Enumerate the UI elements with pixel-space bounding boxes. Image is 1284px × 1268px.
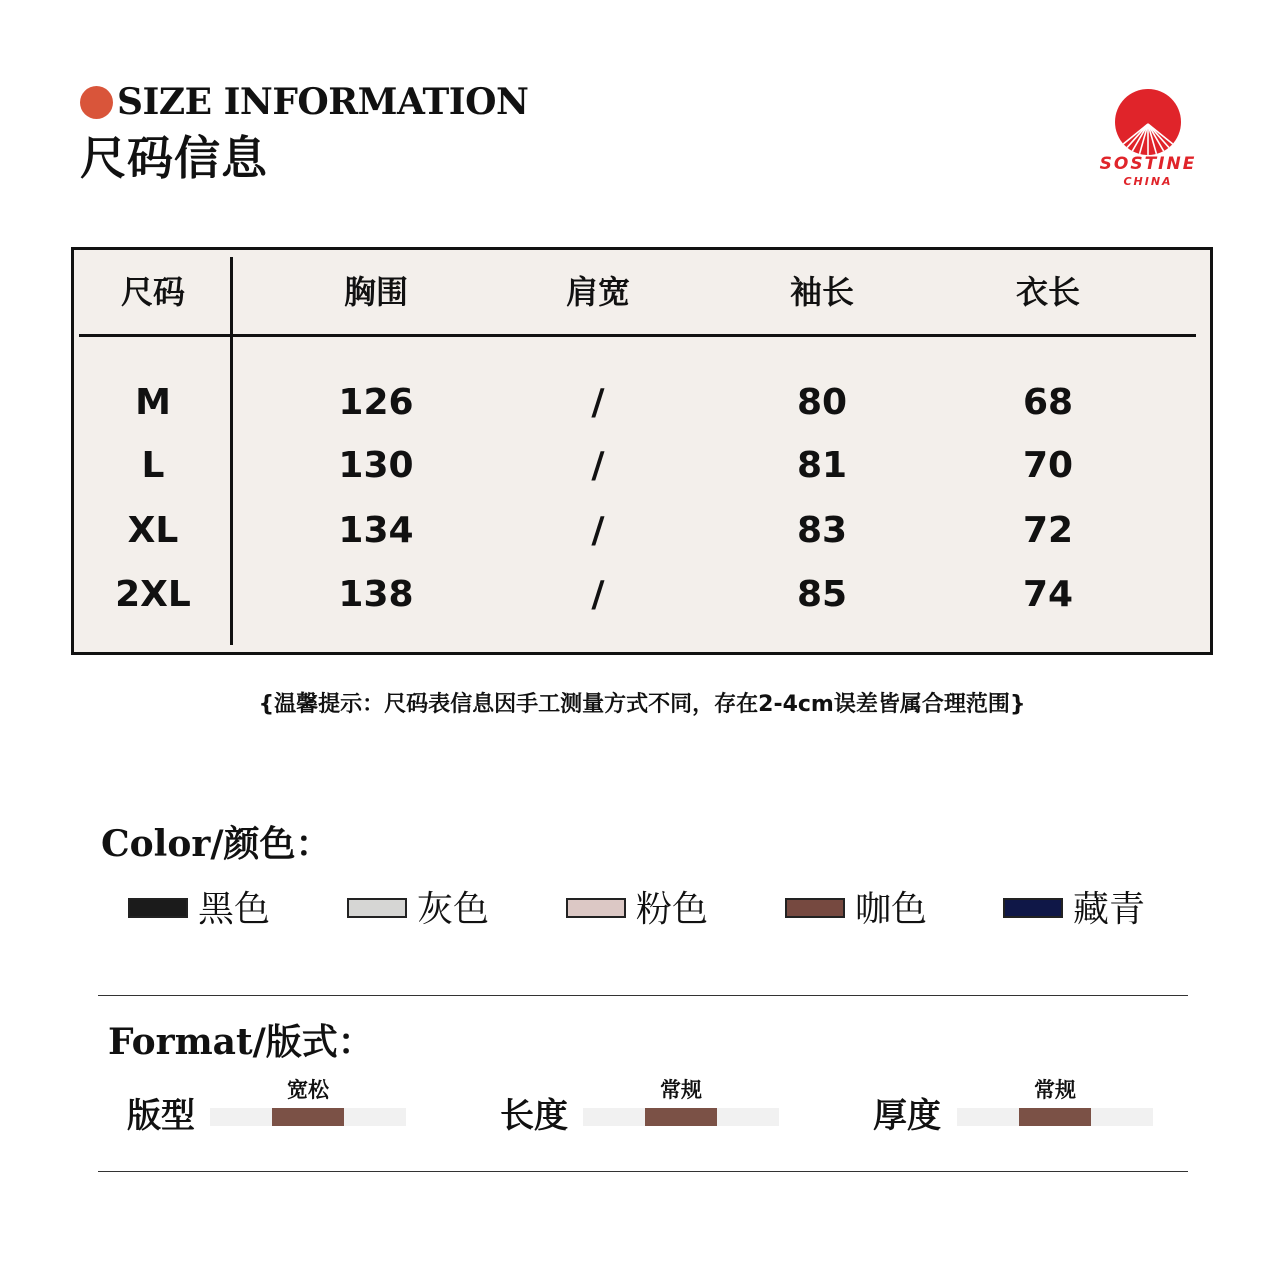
format-label: 长度 <box>500 1096 568 1136</box>
format-level-indicator <box>1019 1108 1091 1126</box>
format-label: 厚度 <box>873 1096 941 1136</box>
format-level-indicator <box>272 1108 344 1126</box>
table-cell: / <box>591 445 605 486</box>
format-level-track <box>957 1108 1153 1126</box>
brand-logo-name: SOSTINE <box>1099 154 1197 174</box>
format-section-title: Format/版式： <box>108 1021 374 1063</box>
color-swatch <box>128 898 188 918</box>
table-size-label: XL <box>127 510 179 551</box>
color-label: 黑色 <box>198 889 271 930</box>
color-swatch <box>347 898 407 918</box>
table-header-cell: 胸围 <box>343 273 409 311</box>
table-cell: / <box>591 574 605 615</box>
color-swatch <box>785 898 845 918</box>
measurement-note: {温馨提示：尺码表信息因手工测量方式不同，存在2-4cm误差皆属合理范围} <box>258 692 1026 717</box>
color-label: 粉色 <box>636 889 709 930</box>
title-bullet-dot <box>80 86 113 119</box>
color-label: 灰色 <box>417 889 490 930</box>
format-value: 宽松 <box>287 1077 329 1102</box>
table-cell: 130 <box>338 445 414 486</box>
section-divider-top <box>98 995 1188 996</box>
table-cell: 74 <box>1022 574 1074 615</box>
color-label: 咖色 <box>855 889 928 930</box>
table-size-label: 2XL <box>115 574 191 615</box>
table-cell: 72 <box>1022 510 1074 551</box>
table-size-label: L <box>141 445 165 486</box>
table-cell: 85 <box>796 574 848 615</box>
table-cell: 80 <box>796 382 848 423</box>
format-value: 常规 <box>1034 1077 1076 1102</box>
color-label: 藏青 <box>1073 889 1146 930</box>
table-cell: 81 <box>796 445 848 486</box>
table-cell: 83 <box>796 510 848 551</box>
table-header-cell: 肩宽 <box>565 273 631 311</box>
table-header-cell: 尺码 <box>120 273 186 311</box>
table-cell: 68 <box>1022 382 1074 423</box>
section-divider-bottom <box>98 1171 1188 1172</box>
page-title-chinese: 尺码信息 <box>80 131 268 185</box>
color-swatch <box>1003 898 1063 918</box>
table-cell: / <box>591 510 605 551</box>
format-level-track <box>210 1108 406 1126</box>
table-header-cell: 袖长 <box>789 273 855 311</box>
table-size-label: M <box>135 382 171 423</box>
page-title-english: SIZE INFORMATION <box>117 81 529 123</box>
table-cell: 138 <box>338 574 414 615</box>
format-level-indicator <box>645 1108 717 1126</box>
table-header-cell: 衣长 <box>1015 273 1081 311</box>
table-cell: 134 <box>338 510 414 551</box>
format-level-track <box>583 1108 779 1126</box>
table-cell: 70 <box>1022 445 1074 486</box>
color-section-title: Color/颜色： <box>101 823 332 865</box>
format-value: 常规 <box>660 1077 702 1102</box>
table-cell: 126 <box>338 382 414 423</box>
color-swatch <box>566 898 626 918</box>
table-header-divider <box>79 334 1196 337</box>
format-label: 版型 <box>127 1096 195 1136</box>
table-cell: / <box>591 382 605 423</box>
brand-logo-sub: CHINA <box>1123 175 1173 188</box>
table-vertical-divider <box>230 257 233 645</box>
